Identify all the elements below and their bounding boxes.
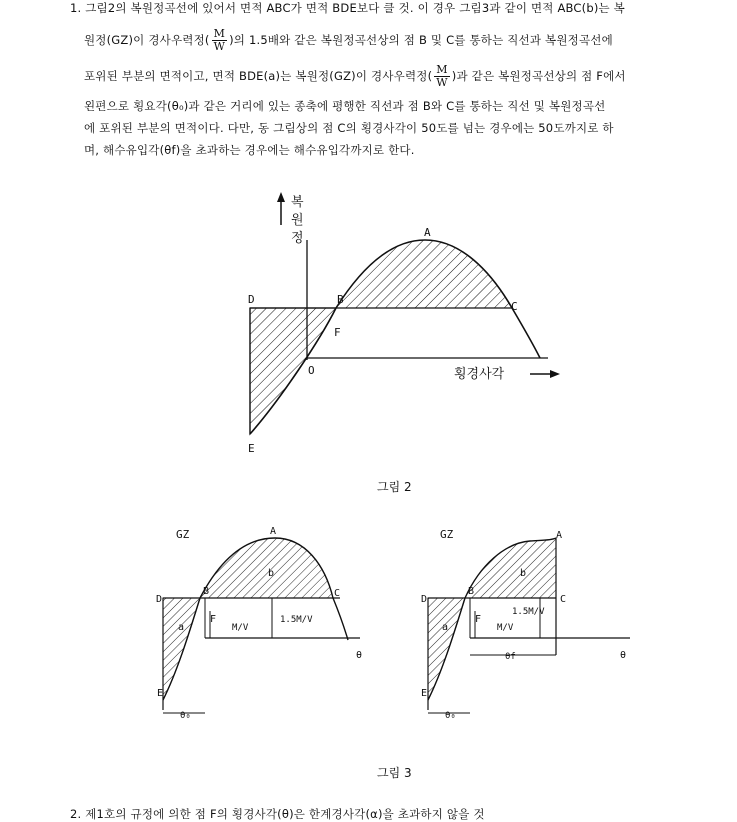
- fig3r-mw15: 1.5M/V: [512, 607, 545, 617]
- fig3r-b: B: [468, 586, 475, 597]
- fig2-point-a: A: [424, 226, 431, 239]
- fig3r-y-label: GZ: [440, 528, 454, 541]
- fig3l-theta: θ: [356, 650, 363, 661]
- fraction-numerator: M: [212, 28, 228, 41]
- fig3r-d: D: [421, 594, 428, 605]
- fig3l-e: E: [157, 688, 164, 699]
- fig3l-area-a: [163, 598, 200, 700]
- para1-line3a: 포위된 부분의 면적이고, 면적 BDE(a)는 복원정(GZ)이 경사우력정(: [84, 69, 433, 83]
- fig2-point-c: C: [511, 300, 518, 313]
- fig3l-theta0: θ₀: [180, 711, 191, 721]
- fig2-point-f: F: [334, 326, 341, 339]
- fig2-point-o: O: [308, 364, 315, 377]
- fig2-point-b: B: [337, 293, 344, 306]
- fig3r-c: C: [560, 594, 567, 605]
- fig2-area-bde: [250, 308, 336, 434]
- para1-line2b: )의 1.5배와 같은 복원정곡선상의 점 B 및 C를 통하는 직선과 복원정곡선에: [229, 33, 613, 47]
- fig3l-b-area: b: [268, 568, 275, 579]
- fig3l-y-label: GZ: [176, 528, 190, 541]
- fig3r-f: F: [475, 614, 482, 625]
- para1-line6: 며, 해수유입각(θf)을 초과하는 경우에는 해수유입각까지로 한다.: [84, 143, 415, 157]
- fraction-denominator: W: [213, 40, 226, 53]
- fig3r-a-area: a: [442, 622, 449, 633]
- fig3l-a-area: a: [178, 622, 185, 633]
- fig2-point-e: E: [248, 442, 255, 455]
- fig3l-b: B: [203, 586, 210, 597]
- fig3r-e: E: [421, 688, 428, 699]
- fraction-denominator-2: W: [436, 76, 448, 89]
- fig2-point-d: D: [248, 293, 255, 306]
- fig2-x-arrowhead: [550, 370, 560, 378]
- fig3l-a: A: [270, 526, 277, 537]
- fig3r-a: A: [556, 530, 563, 541]
- fig3r-area-a: [428, 598, 465, 700]
- fig3r-theta: θ: [620, 650, 627, 661]
- fig3l-f: F: [210, 614, 217, 625]
- para1-line3b: )과 같은 복원정곡선상의 점 F에서: [451, 69, 626, 83]
- para1-line5: 에 포위된 부분의 면적이다. 다만, 동 그림상의 점 C의 횡경사각이 50도를 넘는 경우에는 50도까지로 하: [84, 121, 614, 135]
- fig2-y-label-1: 복: [291, 195, 304, 210]
- para1-line1: 1. 그림2의 복원정곡선에 있어서 면적 ABC가 면적 BDE보다 클 것. 이 경우 그림3과 같이 면적 ABC(b)는 복: [70, 1, 625, 15]
- fig3r-theta0: θ₀: [445, 711, 456, 721]
- fig3r-mw: M/V: [497, 623, 514, 633]
- fraction-numerator-2: M: [434, 64, 450, 77]
- figure-3-left: [156, 526, 362, 721]
- fig2-y-arrowhead: [277, 192, 285, 202]
- figure-3-right: [421, 528, 630, 721]
- fig3r-b-area: b: [520, 568, 527, 579]
- figure-2-caption: 그림 2: [377, 480, 412, 494]
- fig3l-d: D: [156, 594, 163, 605]
- fig3r-thetaf: θf: [505, 652, 516, 662]
- fig3l-mw15: 1.5M/V: [280, 615, 313, 625]
- fig3l-c: C: [334, 588, 341, 599]
- para2: 2. 제1호의 규정에 의한 점 F의 횡경사각(θ)은 한계경사각(α)을 초과하지 않을 것: [70, 807, 485, 821]
- figure-3-caption: 그림 3: [377, 766, 412, 780]
- para1-line4: 왼편으로 횡요각(θ₀)과 같은 거리에 있는 종축에 평행한 직선과 점 B와 C를 통하는 직선 및 복원정곡선: [84, 99, 606, 113]
- fig2-y-label-3: 정: [291, 231, 304, 246]
- fig3l-mw: M/V: [232, 623, 249, 633]
- fig2-x-label: 횡경사각: [454, 367, 505, 382]
- fig2-y-label-2: 원: [291, 213, 304, 228]
- para1-line2a: 원정(GZ)이 경사우력정(: [84, 33, 210, 47]
